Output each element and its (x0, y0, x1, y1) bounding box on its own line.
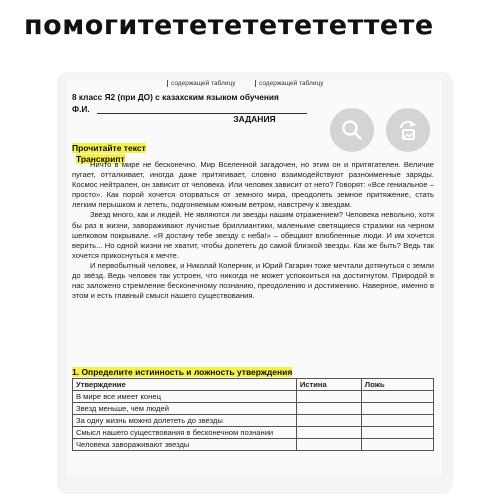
statement-cell: Человека завораживают звезды (73, 439, 297, 451)
table-header-row (73, 379, 434, 391)
table-row (73, 439, 434, 451)
paragraph: И первобытный человек, и Николай Коперник, и Юрий Гагарин тоже мечтали дотянуться с земли до звёзд. Ведь человек так устроен, что никогда не может успокоиться на достигнутом. Природой в нас заложено стремление бесконечному познанию, преодолению и достижению. Наверное, именно в этом и есть главный смысл нашего существования. (72, 260, 434, 301)
table-row (73, 427, 434, 439)
statement-cell: Звезд меньше, чем людей (73, 403, 297, 415)
column-header: Ложь (361, 379, 433, 391)
zoom-button[interactable] (330, 108, 374, 152)
transcript-text (72, 160, 434, 301)
true-cell (296, 427, 361, 439)
statement-cell: Смысл нашего существования в бесконечном познании (73, 427, 297, 439)
class-line: 8 класс Я2 (при ДО) с казахским языком обучения (72, 92, 279, 102)
false-cell (361, 439, 433, 451)
statement-cell: За одну жизнь можно долететь до звезды (73, 415, 297, 427)
search-zoom-icon (341, 119, 363, 141)
top-cell: содержащей таблицу (167, 80, 235, 87)
false-cell (361, 403, 433, 415)
paragraph: Звезд много, как и людей. Не являются ли звезды нашим отражением? Человека невольно, хотя бы раз в жизни, завораживают лучистые бриллиантики, маленькие светящиеся стразики на черном шелковом покрывале. «Я достану тебе звезду с неба!» – обещают влюбленные люди. И им хочется верить... Но одной жизни не хватит, чтобы долететь до самой близкой звезды. Как же быть? Ведь так хочется прикоснуться к мечте. (72, 210, 434, 260)
table-row (73, 415, 434, 427)
column-header: Утверждение (73, 379, 297, 391)
false-cell (361, 391, 433, 403)
false-cell (361, 427, 433, 439)
true-cell (296, 439, 361, 451)
column-header: Истина (296, 379, 361, 391)
table-row (73, 391, 434, 403)
fio-label: Ф.И. (72, 104, 90, 114)
true-cell (296, 415, 361, 427)
paragraph: Ничто в мире не бесконечно. Мир Вселенной загадочен, но этим он и притягателен. Величие пугает, отталкивает, иногда даже притягивает, словно взаимодействуют разноименные заряды. Космос нейтрален, он зависит от человека. Или человек зависит от него? Говорят: «Все гениальное – просто». Как порой хочется оторваться от земного мира, преодолеть земное притяжение, стать легким перышком и лететь, подгоняемым южным ветром, навстречу к звездам. (72, 160, 434, 210)
transcript-label: Транскрипт (76, 154, 125, 164)
worksheet-image (67, 80, 442, 475)
rotate-image-button[interactable] (386, 108, 430, 152)
task1-label: Прочитайте текст (72, 143, 146, 153)
top-cell: содержащей таблицу (255, 80, 323, 87)
task2-label: 1. Определите истинность и ложность утверждения (72, 367, 293, 377)
assignments-heading: ЗАДАНИЯ (233, 114, 276, 124)
table-row (73, 403, 434, 415)
statement-cell: В мире все имеет конец (73, 391, 297, 403)
true-cell (296, 391, 361, 403)
table-header-remnant (67, 80, 442, 90)
true-cell (296, 403, 361, 415)
true-false-table (72, 378, 434, 451)
question-title: помогитететететететтете (24, 10, 434, 41)
false-cell (361, 415, 433, 427)
rotate-image-icon (397, 119, 419, 141)
